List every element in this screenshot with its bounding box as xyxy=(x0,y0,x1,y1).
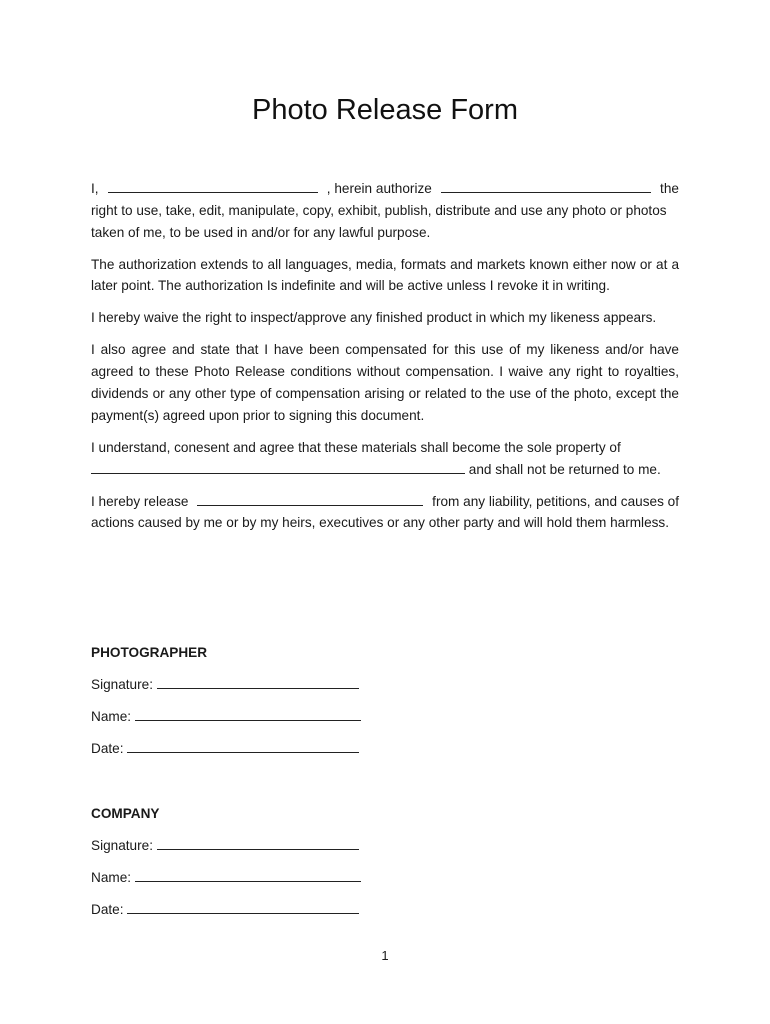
company-signature-label: Signature: xyxy=(91,838,153,853)
paragraph-authorization-grant xyxy=(91,178,679,243)
paragraph-release xyxy=(91,491,679,535)
released-party-blank[interactable] xyxy=(197,491,423,506)
release-body xyxy=(91,178,679,544)
paragraph-authorization-scope: The authorization extends to all languages, media, formats and markets known either now or at a later point. The authorization Is indefinite and will be active unless I revoke it in writing. xyxy=(91,256,679,294)
photographer-signature-row xyxy=(91,675,361,707)
photographer-date-blank[interactable] xyxy=(127,739,359,753)
release-first-line xyxy=(91,491,679,513)
company-signature-block xyxy=(91,804,361,932)
photographer-name-row xyxy=(91,707,361,739)
photographer-name-blank[interactable] xyxy=(135,707,361,721)
authorized-party-blank[interactable] xyxy=(441,178,651,193)
subject-name-blank[interactable] xyxy=(108,178,318,193)
paragraph-property xyxy=(91,437,679,481)
photographer-signature-label: Signature: xyxy=(91,677,153,692)
company-date-label: Date: xyxy=(91,902,124,917)
photographer-signature-blank[interactable] xyxy=(157,675,359,689)
authorization-first-line xyxy=(91,178,679,200)
release-rest-text: actions caused by me or by my heirs, executives or any other party and will hold them harmless. xyxy=(91,515,669,531)
company-signature-row xyxy=(91,836,361,868)
page-title: Photo Release Form xyxy=(252,94,518,126)
hereby-release-label: I hereby release xyxy=(91,493,189,509)
property-text-after: and shall not be returned to me. xyxy=(468,461,661,477)
company-signature-blank[interactable] xyxy=(157,836,359,850)
photographer-heading: PHOTOGRAPHER xyxy=(91,645,208,660)
company-date-row xyxy=(91,900,361,932)
the-label: the xyxy=(660,181,679,196)
liability-text: from any liability, petitions, and causes of xyxy=(432,493,679,509)
i-label: I, xyxy=(91,181,99,196)
property-text: I understand, conesent and agree that these materials shall become the sole property of xyxy=(91,439,621,455)
herein-authorize-label: , herein authorize xyxy=(326,181,432,196)
authorization-rights-text: right to use, take, edit, manipulate, copy, exhibit, publish, distribute and use any photo or photos taken of me, to be used in and/or for any lawful purpose. xyxy=(91,202,667,240)
photographer-date-row xyxy=(91,739,361,771)
company-heading: COMPANY xyxy=(91,806,160,821)
company-date-blank[interactable] xyxy=(127,900,359,914)
paragraph-compensation: I also agree and state that I have been compensated for this use of my likeness and/or have agreed to these Photo Release conditions without compensation. I waive any right to royalties, dividends or any other type of compensation arising or related to the use of the photo, except the payment(s) agreed upon prior to signing this document. xyxy=(91,342,679,423)
photographer-signature-block xyxy=(91,643,361,771)
paragraph-waiver: I hereby waive the right to inspect/approve any finished product in which my likeness appears. xyxy=(91,310,657,326)
photographer-name-label: Name: xyxy=(91,709,132,724)
property-owner-blank[interactable] xyxy=(91,459,465,474)
company-name-blank[interactable] xyxy=(135,868,361,882)
company-name-label: Name: xyxy=(91,870,132,885)
photographer-date-label: Date: xyxy=(91,741,124,756)
page-number: 1 xyxy=(381,948,389,963)
company-name-row xyxy=(91,868,361,900)
